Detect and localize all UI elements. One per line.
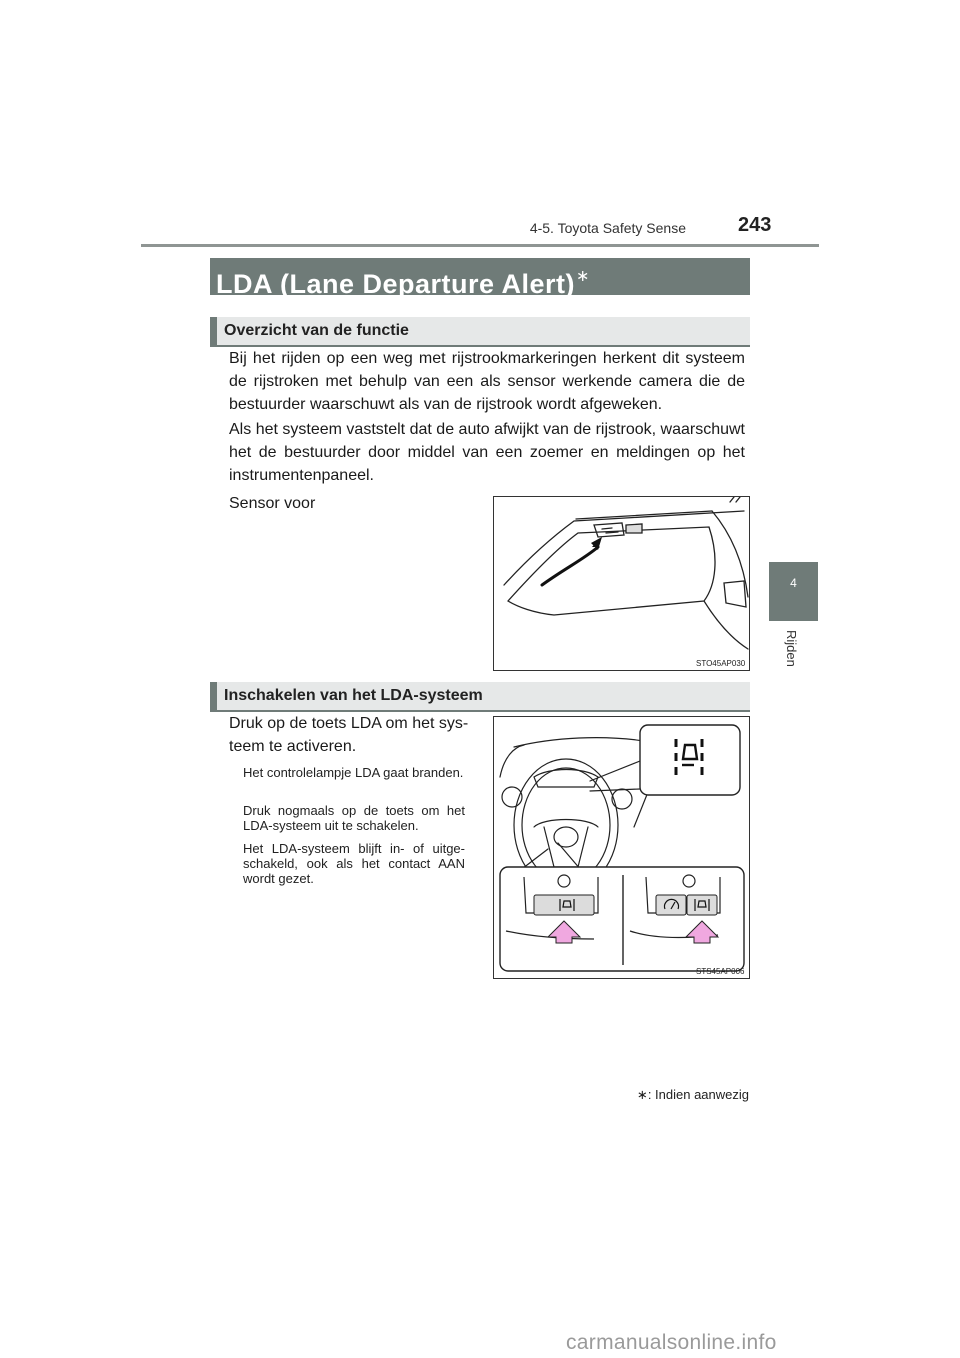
- figure-code-1: STO45AP030: [696, 659, 746, 668]
- note-persistence: Het LDA-systeem blijft in- of uitgeschakeld, ook als het contact AAN wordt gezet.: [243, 841, 465, 886]
- instruction-activate: Druk op de toets LDA om het systeem te activeren.: [229, 715, 469, 755]
- paragraph-overview-1: Bij het rijden op een weg met rijstrookmarkeringen herkent dit systeem de rijstroken met behulp van een als sensor werkende camera die de bestuurder waarschuwt als van de rijstrook wordt afgeweken.: [229, 350, 745, 413]
- section-heading-activation: Inschakelen van het LDA-systeem: [224, 687, 483, 704]
- header-rule: [141, 244, 819, 247]
- figure-lda-switch: [493, 716, 750, 979]
- section-heading-overview: Overzicht van de functie: [224, 322, 409, 339]
- figure-code-2: STS45AP006: [696, 967, 745, 976]
- figure-windshield-sensor: [493, 496, 750, 671]
- dashboard-illustration: [494, 717, 749, 978]
- chapter-label: Rijden: [784, 630, 799, 667]
- windshield-illustration: [494, 497, 749, 670]
- chapter-number: 4: [790, 576, 797, 590]
- chapter-tab: [769, 562, 818, 621]
- note-indicator: Het controlelampje LDA gaat branden.: [243, 765, 464, 780]
- footnote: [600, 1087, 749, 1103]
- watermark: carmanualsonline.info: [566, 1331, 777, 1354]
- footnote-marker: ∗: [636, 1087, 648, 1102]
- page-title: [216, 258, 590, 299]
- note-deactivate: Druk nogmaals op de toets om het LDA-systeem uit te schakelen.: [243, 803, 465, 833]
- footnote-text: : Indien aanwezig: [647, 1087, 749, 1102]
- running-header: 4-5. Toyota Safety Sense: [529, 220, 686, 236]
- figure-caption-sensor: Sensor voor: [229, 495, 316, 512]
- page-number: 243: [738, 214, 772, 236]
- title-marker: ∗: [576, 268, 590, 285]
- section-heading-accent: [210, 317, 217, 347]
- paragraph-overview-2: Als het systeem vaststelt dat de auto afwijkt van de rijstrook, waarschuwt het de bestuurder door middel van een zoemer en meldingen op het instrumentenpaneel.: [229, 421, 745, 484]
- page-title-text: LDA (Lane Departure Alert): [216, 269, 576, 299]
- section-heading-accent: [210, 682, 217, 712]
